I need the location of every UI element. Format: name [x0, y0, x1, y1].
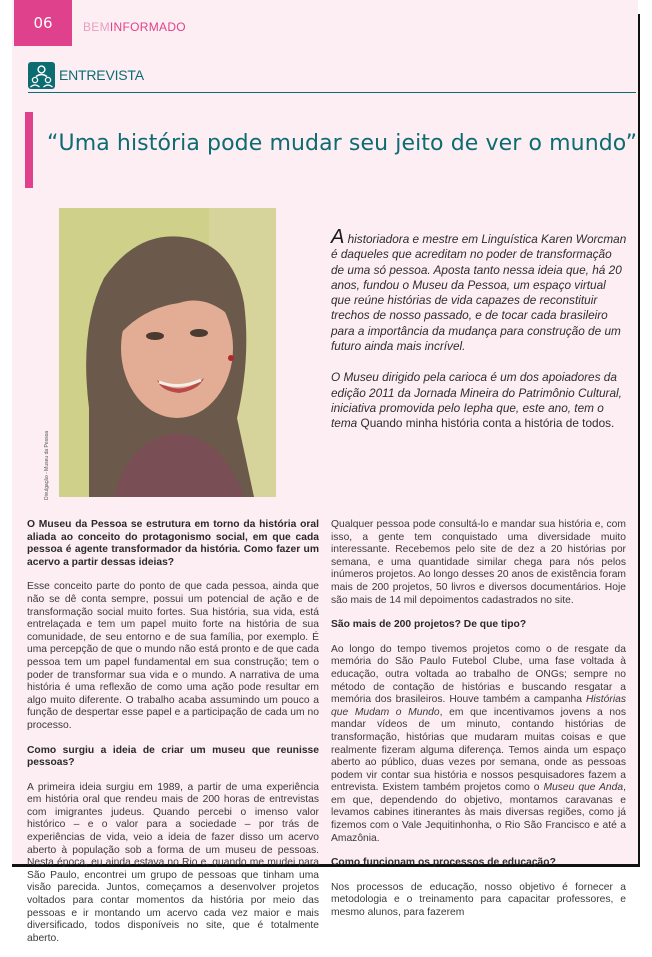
answer-2-continued: Qualquer pessoa pode consultá-lo e mandar sua história e, com isso, a gente tem conquistado uma diversidade muito interessante. Recebemos pelo site de dez a 20 histórias por semana, e uma quantidade similar chega para nós pelos inúmeros projetos. Ao longo desses 20 anos de existência foram mais de 200 projetos, 50 livros e diversos documentários. Hoje são mais de 14 mil depoimentos cadastrados no site.	[331, 519, 626, 606]
question-3: São mais de 200 projetos? De que tipo?	[331, 619, 527, 631]
left-column	[27, 519, 319, 957]
intro-p1-text: historiadora e mestre em Linguística Karen Worcman é daqueles que acreditam no poder de transformação de uma só pessoa. Aposta tanto nessa ideia que, há 20 anos, fundou o Museu da Pessoa, um espaço virtual que reúne histórias de vida capazes de reconstituir trechos de nosso passado, e de tocar cada brasileiro para a importância da mudança para construção de um futuro ainda mais incrível.	[331, 232, 627, 354]
question-4: Como funcionam os processos de educação?	[331, 857, 556, 869]
answer-3-italic-2: Museu que Anda	[543, 782, 624, 794]
running-head-light: BEM	[83, 20, 110, 34]
headline: “Uma história pode mudar seu jeito de ver o mundo”	[47, 131, 638, 156]
question-2: Como surgiu a ideia de criar um museu que reunisse pessoas?	[27, 744, 319, 769]
answer-1: Esse conceito parte do ponto de que cada pessoa, ainda que não se dê conta sempre, possui um potencial de ação e de transformação social muito fortes. Sua história, sua vida, está entrelaçada e tem um papel muito forte na história de sua comunidade, de seu entorno e de sua família, por exemplo. É uma percepção de que o mundo não está pronto e de que cada pessoa tem um papel fundamental em sua construção; tem o poder de transformar sua vida e o mundo. A narrativa de uma história é uma reflexão de como uma ação pode resultar em algo muito diferente. O trabalho acaba assumindo um pouco a função de despertar esse papel e a participação de cada um no processo.	[27, 581, 319, 731]
intro-paragraph-1	[331, 226, 628, 354]
people-icon	[28, 62, 55, 89]
running-head	[83, 20, 186, 34]
photo-credit: Divulgação - Museu da Pessoa	[44, 430, 50, 500]
right-column	[331, 519, 626, 932]
answer-3-italic-1: Histórias que Mudam o Mundo	[331, 694, 626, 718]
page-number: 06	[14, 0, 72, 46]
intro-paragraph-2	[331, 370, 628, 431]
intro-p2-tema: Quando minha história conta a história de todos.	[357, 416, 615, 431]
headline-accent-bar	[25, 112, 33, 188]
answer-3-part-3: , em que, dependendo do objetivo, montamos caravanas e levamos cabines itinerantes às mais diversas regiões, como já fizemos com o Vale Jequitinhonha, o Rio São Francisco e até a Amazônia.	[331, 782, 626, 844]
answer-2: A primeira ideia surgiu em 1989, a partir de uma experiência em história oral que rendeu mais de 200 horas de entrevistas com imigrantes judeus. Quando percebi o imenso valor histórico – e o valor para a sociedade – por trás de experiências de vida, veio a ideia de fazer disso um acervo aberto à população sob a forma de um museu de pessoas. Nesta época, eu ainda estava no Rio e, quando me mudei para São Paulo, encontrei um grupo de pessoas que tinham uma visão parecida. Juntos, começamos a desenvolver projetos voltados para contar momentos da história por meio das pessoas e ir montando um acervo cada vez maior e mais diversificado, todos disponíveis no site, que é totalmente aberto.	[27, 781, 319, 944]
page-edge-right	[638, 14, 640, 867]
intro-p2-text: O Museu dirigido pela carioca é um dos apoiadores da edição 2011 da Jornada Mineira do Patrimônio Cultural, iniciativa promovida pelo Iepha que, este ano, tem o tema	[331, 370, 622, 431]
answer-3	[331, 644, 626, 846]
answer-3-part-1: Ao longo do tempo tivemos projetos como o de resgate da memória do São Paulo Futebol Clube, uma fase voltada à educação, outra voltada ao trabalho de ONGs; sempre no método de contação de histórias e buscando resgatar a memória dos brasileiros. Houve também a campanha	[331, 643, 626, 706]
running-head-bold: INFORMADO	[109, 20, 186, 34]
intro-standfirst	[331, 226, 628, 448]
portrait-photo	[59, 208, 276, 497]
answer-3-part-2: , em que incentivamos jovens a nos mandar vídeos de um minuto, contando histórias de transformação, histórias que mudaram muitas coisas e que realmente fizeram alguma diferença. Temos ainda um espaço aberto ao público, duas vezes por semana, onde as pessoas podem vir contar sua história e nossos pesquisadores fazem a entrevista. Existem também projetos como o	[331, 706, 626, 794]
intro-dropcap: A	[331, 226, 345, 248]
section-rule	[28, 92, 636, 93]
question-1: O Museu da Pessoa se estrutura em torno da história oral aliada ao conceito do protagonismo social, em que cada pessoa é agente transformador da história. Como fazer um acervo a partir dessas ideias?	[27, 519, 319, 568]
section-label: ENTREVISTA	[59, 67, 144, 83]
answer-4: Nos processos de educação, nosso objetivo é fornecer a metodologia e o treinamento para capacitar professores, e mesmo alunos, para fazerem	[331, 881, 626, 919]
